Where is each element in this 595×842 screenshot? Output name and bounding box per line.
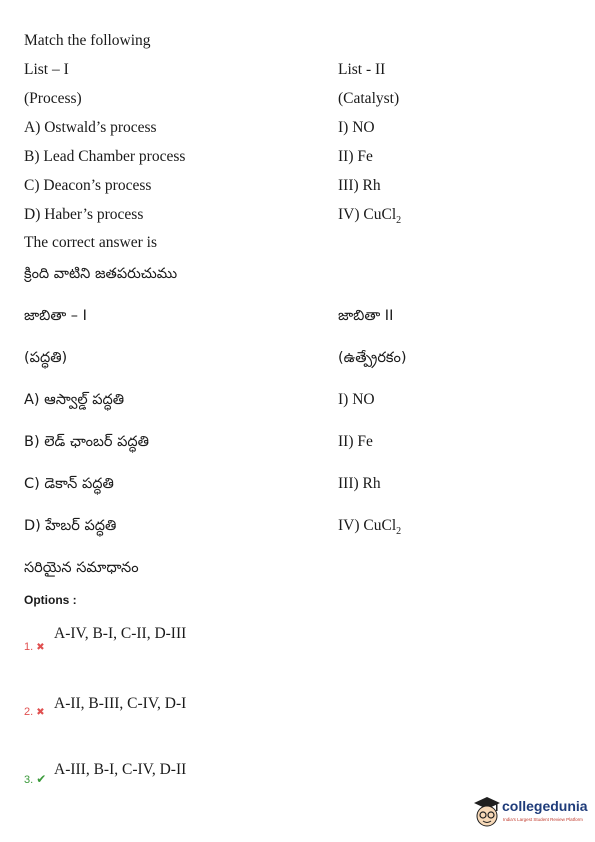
- logo-tagline: India's Largest Student Review Platform: [503, 817, 583, 822]
- telugu-list2-subtitle: (ఉత్ప్రేరకం): [338, 350, 407, 366]
- telugu-list1-title: జాబితా – I: [24, 308, 87, 324]
- check-icon: ✔: [36, 772, 47, 786]
- subscript: 2: [396, 215, 402, 227]
- telugu-list2-title: జాబితా II: [338, 308, 394, 324]
- option-text[interactable]: A-III, B-I, C-IV, D-II: [54, 761, 187, 778]
- telugu-list1-subtitle: (పద్ధతి): [24, 350, 68, 366]
- list2-item: [338, 206, 401, 226]
- option-number-text: 1.: [24, 641, 34, 653]
- telugu-list1-item: B) లెడ్ ఛాంబర్ పద్ధతి: [24, 434, 149, 450]
- option-text[interactable]: A-IV, B-I, C-II, D-III: [54, 625, 187, 642]
- list2-title: List - II: [338, 61, 386, 78]
- option-number: [24, 706, 45, 718]
- list1-title: List – I: [24, 61, 69, 78]
- subscript: 2: [396, 526, 402, 538]
- list1-item: A) Ostwald’s process: [24, 119, 157, 136]
- telugu-list1-item: A) ఆస్వాల్డ్ పద్ధతి: [24, 392, 125, 408]
- list2-item: III) Rh: [338, 177, 381, 194]
- option-number-text: 2.: [24, 706, 34, 718]
- option-number: [24, 772, 46, 786]
- option-number-text: 3.: [24, 774, 34, 786]
- list1-item: D) Haber’s process: [24, 206, 144, 223]
- student-mascot-icon: [472, 795, 502, 831]
- list1-item: B) Lead Chamber process: [24, 148, 186, 165]
- telugu-list1-item: D) హేబర్ పద్ధతి: [24, 518, 117, 534]
- telugu-heading: క్రింది వాటిని జతపరుచుము: [24, 266, 178, 282]
- list1-subtitle: (Process): [24, 90, 82, 107]
- telugu-list2-item-text: IV) CuCl: [338, 517, 397, 534]
- telugu-list2-item: III) Rh: [338, 475, 381, 492]
- list2-subtitle: (Catalyst): [338, 90, 400, 107]
- telugu-list2-item: II) Fe: [338, 433, 373, 450]
- cross-icon: ✖: [36, 642, 45, 653]
- telugu-list2-item: I) NO: [338, 391, 375, 408]
- option-text[interactable]: A-II, B-III, C-IV, D-I: [54, 695, 187, 712]
- telugu-prompt: సరియైన సమాధానం: [24, 560, 139, 576]
- list2-item-text: IV) CuCl: [338, 206, 397, 223]
- telugu-list1-item: C) డెకాన్ పద్ధతి: [24, 476, 114, 492]
- cross-icon: ✖: [36, 707, 45, 718]
- list1-item: C) Deacon’s process: [24, 177, 152, 194]
- option-number: [24, 641, 45, 653]
- options-label: Options :: [24, 593, 77, 607]
- telugu-list2-item: [338, 517, 401, 537]
- question-prompt: The correct answer is: [24, 234, 157, 251]
- list2-item: II) Fe: [338, 148, 373, 165]
- list2-item: I) NO: [338, 119, 375, 136]
- collegedunia-logo: [472, 795, 590, 835]
- logo-wordmark: collegedunia: [502, 798, 588, 814]
- question-heading: Match the following: [24, 32, 151, 49]
